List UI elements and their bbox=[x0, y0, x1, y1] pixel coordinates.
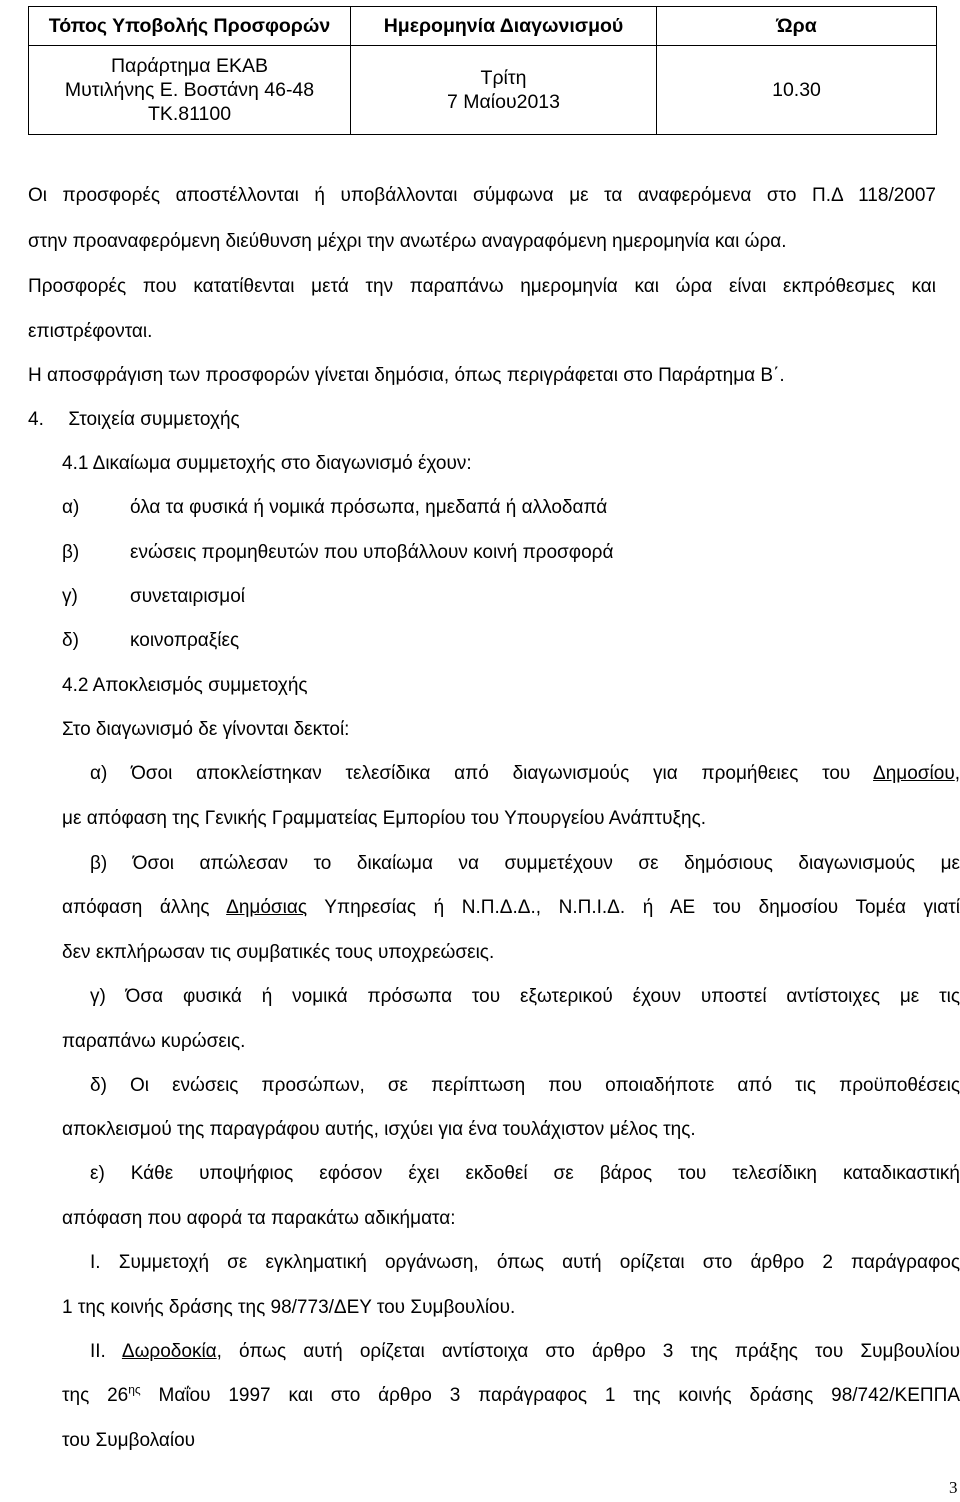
section-number: 4. bbox=[28, 409, 44, 430]
text-run: της 26 bbox=[62, 1385, 129, 1406]
text-run: , όπως αυτή ορίζεται αντίστοιχα στο άρθρο 3 της πράξης του Συμβουλίου bbox=[216, 1341, 960, 1362]
paragraph-line: παραπάνω κυρώσεις. bbox=[62, 1031, 246, 1052]
place-line: Παράρτημα ΕΚΑΒ bbox=[110, 55, 269, 77]
date-line: Τρίτη bbox=[480, 67, 527, 89]
list-marker: γ) bbox=[62, 586, 78, 607]
paragraph-line: δ) Οι ενώσεις προσώπων, σε περίπτωση που οποιαδήποτε από τις προϋποθέσεις bbox=[90, 1075, 960, 1096]
superscript: ης bbox=[128, 1382, 141, 1397]
section-title: Στοιχεία συμμετοχής bbox=[68, 409, 240, 430]
text-run: απόφαση άλλης bbox=[62, 897, 210, 918]
header-time: Ώρα bbox=[657, 7, 937, 46]
paragraph-line bbox=[62, 762, 960, 786]
header-date: Ημερομηνία Διαγωνισμού bbox=[351, 7, 657, 46]
text-run: Μαΐου 1997 και στο άρθρο 3 παράγραφος 1 της κοινής δράσης 98/742/ΚΕΠΠΑ bbox=[140, 1385, 960, 1406]
paragraph-line: β) Όσοι απώλεσαν το δικαίωμα να συμμετέχουν σε δημόσιους διαγωνισμούς με bbox=[90, 853, 960, 874]
paragraph-line: Ι. Συμμετοχή σε εγκληματική οργάνωση, όπως αυτή ορίζεται στο άρθρο 2 παράγραφος bbox=[90, 1252, 960, 1273]
list-text: συνεταιρισμοί bbox=[130, 586, 246, 607]
list-item bbox=[62, 541, 613, 565]
place-cell bbox=[29, 46, 351, 135]
place-line: Μυτιλήνης Ε. Βοστάνη 46-48 bbox=[64, 79, 315, 101]
date-line: 7 Μαίου2013 bbox=[446, 91, 560, 113]
section-heading bbox=[28, 408, 240, 432]
text-run: Υπηρεσίας ή Ν.Π.Δ.Δ., Ν.Π.Ι.Δ. ή ΑΕ του δημοσίου Τομέα γιατί bbox=[324, 897, 960, 918]
paragraph-line: γ) Όσα φυσικά ή νομικά πρόσωπα του εξωτερικού έχουν υποστεί αντίστοιχες με τις bbox=[90, 986, 960, 1007]
text-run: ΙΙ. bbox=[90, 1341, 106, 1362]
list-marker: δ) bbox=[62, 630, 79, 651]
submission-info-table bbox=[28, 6, 937, 135]
text-run-underlined: Δημοσίου bbox=[873, 763, 955, 784]
paragraph-line: του Συμβολαίου bbox=[62, 1430, 196, 1451]
subsection-title: 4.2 Αποκλεισμός συμμετοχής bbox=[62, 675, 308, 696]
intro-line: Προσφορές που κατατίθενται μετά την παραπάνω ημερομηνία και ώρα είναι εκπρόθεσμες και bbox=[28, 276, 936, 297]
intro-line: επιστρέφονται. bbox=[28, 321, 153, 342]
paragraph-line: 1 της κοινής δράσης της 98/773/ΔΕΥ του Συμβουλίου. bbox=[62, 1297, 516, 1318]
place-line: ΤΚ.81100 bbox=[147, 103, 232, 125]
list-text: κοινοπραξίες bbox=[130, 630, 240, 651]
text-run-underlined: Δημόσιας bbox=[226, 897, 308, 918]
table-header-row bbox=[29, 7, 937, 46]
list-item bbox=[62, 496, 607, 520]
paragraph-line: δεν εκπλήρωσαν τις συμβατικές τους υποχρεώσεις. bbox=[62, 942, 495, 963]
intro-line: Η αποσφράγιση των προσφορών γίνεται δημόσια, όπως περιγράφεται στο Παράρτημα Β΄. bbox=[28, 365, 785, 386]
intro-line: στην προαναφερόμενη διεύθυνση μέχρι την ανωτέρω αναγραφόμενη ημερομηνία και ώρα. bbox=[28, 231, 787, 252]
list-item bbox=[62, 629, 239, 653]
list-text: ενώσεις προμηθευτών που υποβάλλουν κοινή προσφορά bbox=[130, 542, 614, 563]
list-marker: α) bbox=[62, 497, 80, 518]
table-row bbox=[29, 46, 937, 135]
header-place: Τόπος Υποβολής Προσφορών bbox=[29, 7, 351, 46]
list-item bbox=[62, 585, 245, 609]
date-cell bbox=[351, 46, 657, 135]
text-run: , bbox=[954, 763, 960, 784]
paragraph-line: αποκλεισμού της παραγράφου αυτής, ισχύει για ένα τουλάχιστον μέλος της. bbox=[62, 1119, 696, 1140]
list-marker: β) bbox=[62, 542, 80, 563]
paragraph-line: με απόφαση της Γενικής Γραμματείας Εμπορίου του Υπουργείου Ανάπτυξης. bbox=[62, 808, 707, 829]
paragraph-line: ε) Κάθε υποψήφιος εφόσον έχει εκδοθεί σε βάρος του τελεσίδικη καταδικαστική bbox=[90, 1163, 960, 1184]
paragraph-line bbox=[62, 896, 960, 920]
paragraph-line: απόφαση που αφορά τα παρακάτω αδικήματα: bbox=[62, 1208, 456, 1229]
paragraph-line bbox=[90, 1340, 960, 1364]
text-run: α) Όσοι αποκλείστηκαν τελεσίδικα από διαγωνισμούς για προμήθειες του bbox=[90, 763, 851, 784]
intro-line: Οι προσφορές αποστέλλονται ή υποβάλλονται σύμφωνα με τα αναφερόμενα στο Π.Δ 118/2007 bbox=[28, 185, 936, 206]
page-number: 3 bbox=[949, 1478, 958, 1497]
subsection-title: 4.1 Δικαίωμα συμμετοχής στο διαγωνισμό έχουν: bbox=[62, 453, 472, 474]
time-cell: 10.30 bbox=[657, 46, 937, 135]
paragraph-line bbox=[62, 1384, 960, 1408]
list-text: όλα τα φυσικά ή νομικά πρόσωπα, ημεδαπά ή αλλοδαπά bbox=[130, 497, 608, 518]
text-run-underlined: Δωροδοκία bbox=[121, 1341, 217, 1362]
paragraph-line: Στο διαγωνισμό δε γίνονται δεκτοί: bbox=[62, 719, 350, 740]
